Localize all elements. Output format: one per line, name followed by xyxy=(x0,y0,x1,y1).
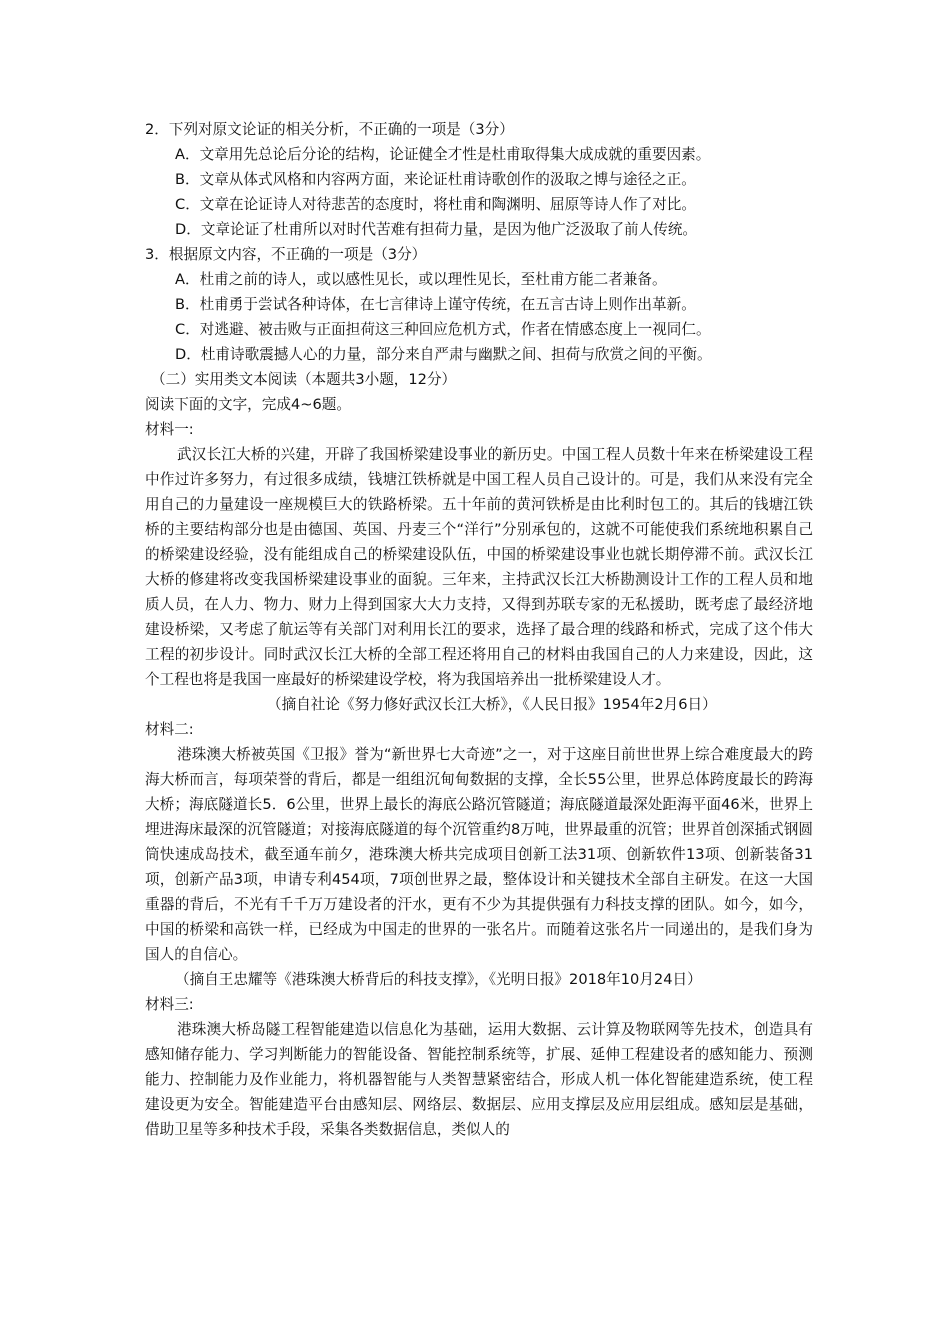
material-2-label: 材料二: xyxy=(145,721,194,738)
material-1-label: 材料一: xyxy=(145,421,194,438)
question-3-option-d: D．杜甫诗歌震撼人心的力量，部分来自严肃与幽默之间、担荷与欣赏之间的平衡。 xyxy=(175,346,712,363)
question-2-option-b: B．文章从体式风格和内容两方面，来论证杜甫诗歌创作的汲取之博与途径之正。 xyxy=(175,171,696,188)
material-1-source: （摘自社论《努力修好武汉长江大桥》，《人民日报》1954年2月6日） xyxy=(267,696,717,713)
exam-page xyxy=(145,117,813,1142)
question-2-option-c: C．文章在论证诗人对待悲苦的态度时，将杜甫和陶渊明、屈原等诗人作了对比。 xyxy=(175,196,696,213)
material-3-text: 港珠澳大桥岛隧工程智能建造以信息化为基础，运用大数据、云计算及物联网等先技术，创造具有感知储存能力、学习判断能力的智能设备、智能控制系统等，扩展、延伸工程建设者的感知能力、预测能力、控制能力及作业能力，将机器智能与人类智慧紧密结合，形成人机一体化智能建造系统，使工程建设更为安全。智能建造平台由感知层、网络层、数据层、应用支撑层及应用层组成。感知层是基础，借助卫星等多种技术手段，采集各类数据信息，类似人的 xyxy=(145,1021,813,1138)
question-2-option-a: A．文章用先总论后分论的结构，论证健全才性是杜甫取得集大成成就的重要因素。 xyxy=(175,146,711,163)
section-heading: （二）实用类文本阅读（本题共3小题，12分） xyxy=(151,371,457,388)
material-2-source: （摘自王忠耀等《港珠澳大桥背后的科技支撑》，《光明日报》2018年10月24日） xyxy=(175,971,702,988)
question-3-option-b: B．杜甫勇于尝试各种诗体，在七言律诗上谨守传统，在五言古诗上则作出革新。 xyxy=(175,296,696,313)
section-instruction: 阅读下面的文字，完成4~6题。 xyxy=(145,396,351,413)
material-3-label: 材料三: xyxy=(145,996,194,1013)
material-2-text: 港珠澳大桥被英国《卫报》誉为“新世界七大奇迹”之一，对于这座目前世世界上综合难度最大的跨海大桥而言，每项荣誉的背后，都是一组组沉甸甸数据的支撑，全长55公里，世界总体跨度最长的跨海大桥；海底隧道长5．6公里，世界上最长的海底公路沉管隧道；海底隧道最深处距海平面46米，世界上埋进海床最深的沉管隧道；对接海底隧道的每个沉管重约8万吨，世界最重的沉管；世界首创深插式钢圆筒快速成岛技术，截至通车前夕，港珠澳大桥共完成项目创新工法31项、创新软件13项、创新装备31项，创新产品3项，申请专利454项，7项创世界之最，整体设计和关键技术全部自主研发。在这一大国重器的背后，不光有千千万万建设者的汗水，更有不少为其提供强有力科技支撑的团队。如今，如今，中国的桥梁和高铁一样，已经成为中国走的世界的一张名片。而随着这张名片一同递出的，是我们身为国人的自信心。 xyxy=(145,746,813,963)
question-3-option-c: C．对逃避、被击败与正面担荷这三种回应危机方式，作者在情感态度上一视同仁。 xyxy=(175,321,711,338)
question-2-stem: 2．下列对原文论证的相关分析，不正确的一项是（3分） xyxy=(145,121,514,138)
question-3-option-a: A．杜甫之前的诗人，或以感性见长，或以理性见长，至杜甫方能二者兼备。 xyxy=(175,271,667,288)
question-3-stem: 3．根据原文内容，不正确的一项是（3分） xyxy=(145,246,427,263)
material-1-text: 武汉长江大桥的兴建，开辟了我国桥梁建设事业的新历史。中国工程人员数十年来在桥梁建设工程中作过许多努力，有过很多成绩，钱塘江铁桥就是中国工程人员自己设计的。可是，我们从来没有完全用自己的力量建设一座规模巨大的铁路桥梁。五十年前的黄河铁桥是由比利时包工的。其后的钱塘江铁桥的主要结构部分也是由德国、英国、丹麦三个“洋行”分别承包的，这就不可能使我们系统地积累自己的桥梁建设经验，没有能组成自己的桥梁建设队伍，中国的桥梁建设事业也就长期停滞不前。武汉长江大桥的修建将改变我国桥梁建设事业的面貌。三年来，主持武汉长江大桥勘测设计工作的工程人员和地质人员，在人力、物力、财力上得到国家大大力支持，又得到苏联专家的无私援助，既考虑了最经济地建设桥梁，又考虑了航运等有关部门对利用长江的要求，选择了最合理的线路和桥式，完成了这个伟大工程的初步设计。同时武汉长江大桥的全部工程还将用自己的材料由我国自己的人力来建设，因此，这个工程也将是我国一座最好的桥梁建设学校，将为我国培养出一批桥梁建设人才。 xyxy=(145,446,813,688)
question-2-option-d: D．文章论证了杜甫所以对时代苦难有担荷力量，是因为他广泛汲取了前人传统。 xyxy=(175,221,698,238)
